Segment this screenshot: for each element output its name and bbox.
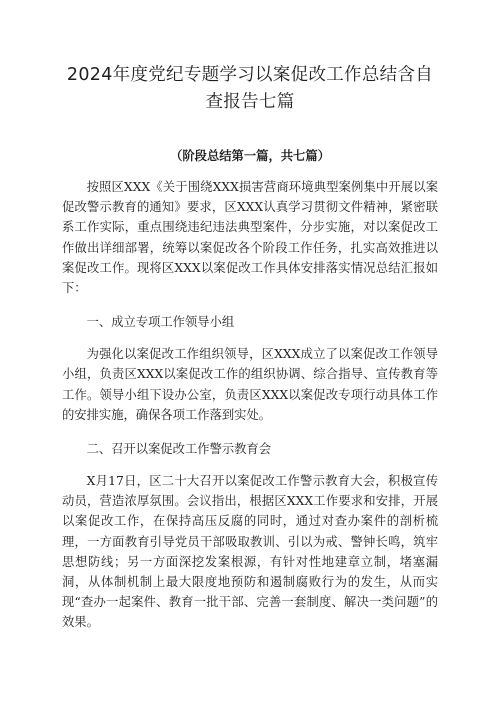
intro-paragraph: 按照区XXX《关于围绕XXX损害营商环境典型案例集中开展以案促改警示教育的通知》要求，区XXX认真学习贯彻文件精神，紧密联系工作实际，重点围绕违纪违法典型案件，分步实施，对以案促改工作做出详细部署，统筹以案促改各个阶段工作任务，扎实高效推进以案促改工作。现将区XXX以案促改工作具体安排落实情况总结汇报如下：	[62, 180, 438, 296]
section-2-paragraph: X月17日，区二十大召开以案促改工作警示教育大会，积极宣传动员，营造浓厚氛围。会议指出，根据区XXX工作要求和安排，开展以案促改工作，在保持高压反腐的同时，通过对查办案件的剖析梳理，一方面教育引导党员干部吸取教训、引以为戒、警钟长鸣，筑牢思想防线；另一方面深挖发案根源，有针对性地建章立制，堵塞漏洞，从体制机制上最大限度地预防和遏制腐败行为的发生，从而实现“查办一起案件、教育一批干部、完善一套制度、解决一类问题”的效果。	[62, 474, 438, 630]
spacer	[62, 459, 438, 471]
section-heading-2: 二、召开以案促改工作警示教育会	[86, 442, 272, 457]
document-subtitle: （阶段总结第一篇，共七篇）	[170, 148, 330, 163]
section-1-paragraph: 为强化以案促改工作组织领导，区XXX成立了以案促改工作领导小组，负责区XXX以案促改工作的组织协调、综合指导、宣传教育等工作。领导小组下设办公室，负责区XXX以案促改专项行动具体工作的安排实施，确保各项工作落到实处。	[62, 347, 438, 422]
spacer	[62, 425, 438, 439]
spacer	[62, 165, 438, 177]
spacer	[62, 298, 438, 312]
section-heading-1: 一、成立专项工作领导小组	[86, 315, 235, 330]
document-title: 2024年度党纪专题学习以案促改工作总结含自查报告七篇	[66, 65, 434, 112]
spacer	[62, 332, 438, 344]
